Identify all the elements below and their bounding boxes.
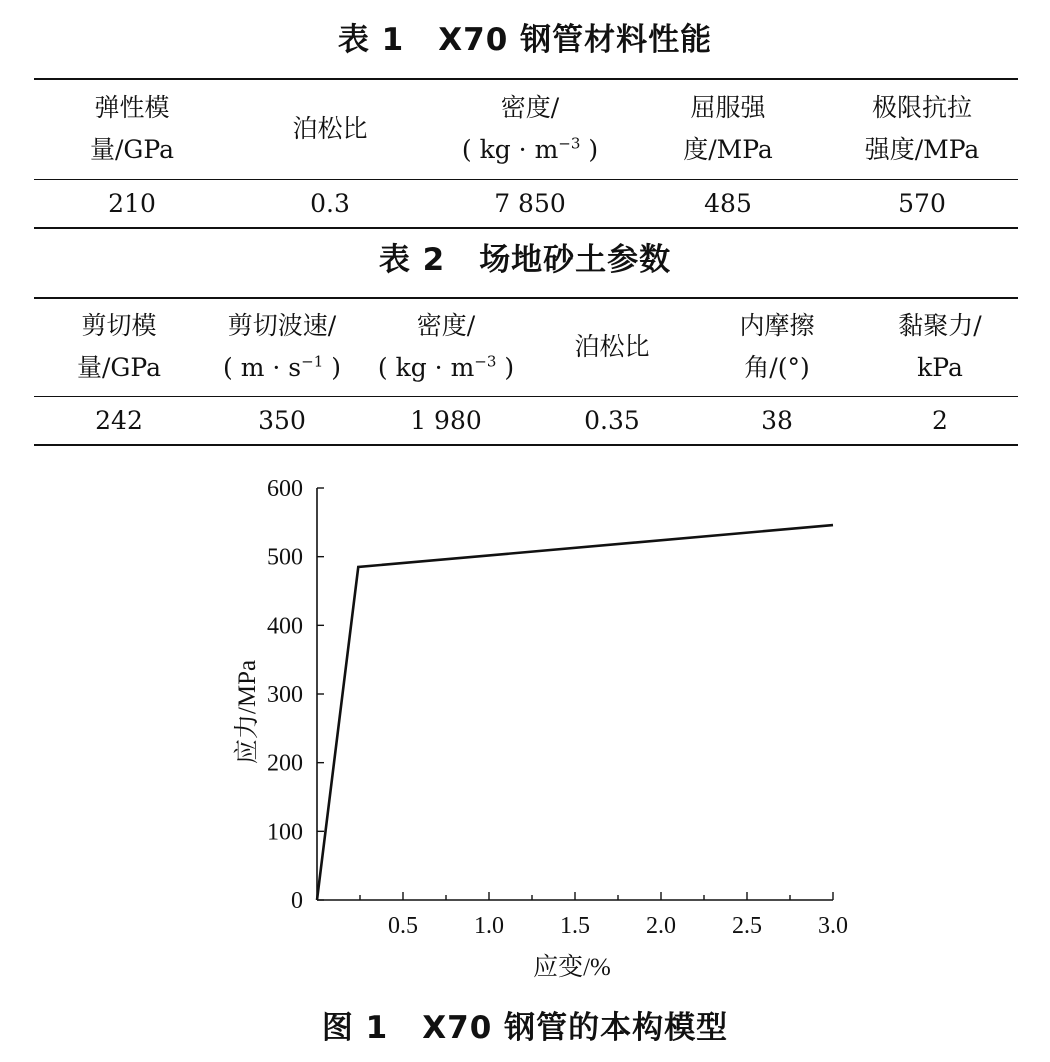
table1-mid-rule: [34, 179, 1018, 180]
x-tick-label: 2.0: [646, 913, 676, 939]
table2-bottom-rule: [34, 444, 1018, 446]
table1-caption-title: X70 钢管材料性能: [438, 22, 713, 58]
table2-header-cell: 剪切模 量/GPa: [77, 311, 161, 382]
table1-value-cell: 210: [108, 189, 156, 218]
table2-value-cell: 242: [95, 406, 143, 435]
table1-value-cell: 485: [704, 189, 752, 218]
table2-header-cell: 内摩擦 角/(°): [739, 311, 815, 382]
table1-value-cell: 7 850: [494, 189, 566, 218]
table2-header-cell: 剪切波速/ ( $m \cdot s^{-1}$ ): [223, 311, 341, 382]
x-axis-label: 应变/%: [533, 954, 611, 981]
x-tick-label: 1.5: [560, 913, 590, 939]
y-tick-label: 600: [267, 476, 303, 502]
y-tick-label: 500: [267, 544, 303, 571]
table2-mid-rule: [34, 396, 1018, 397]
table1-header-cell: 泊松比: [292, 114, 368, 143]
table1-value-cell: 570: [898, 189, 946, 218]
table2-value-cell: 38: [761, 406, 793, 435]
y-tick-label: 200: [267, 750, 303, 777]
figure1-caption-title: X70 钢管的本构模型: [422, 1010, 729, 1046]
table1-header-cell: 弹性模 量/GPa: [90, 93, 174, 164]
table2-caption: [0, 234, 1050, 279]
table1-header-cell: 密度/ ( kg · $m^{-3}$ ): [461, 93, 599, 164]
table1-caption: [0, 14, 1050, 59]
table2-caption-number: 表 2: [378, 242, 446, 278]
stress-strain-curve: [317, 525, 833, 900]
x-tick-label: 1.0: [474, 913, 504, 939]
table2-header-cell: 黏聚力/ kPa: [898, 311, 982, 382]
y-tick-label: 100: [267, 819, 303, 846]
table1-header-cell: 极限抗拉 强度/MPa: [864, 93, 980, 164]
chart-ticks: [267, 476, 848, 939]
table2-header-cell: 泊松比: [574, 332, 650, 361]
table1-caption-number: 表 1: [337, 22, 405, 58]
chart-axes: [317, 488, 833, 900]
y-axis-label: 应力/MPa: [234, 659, 261, 765]
table2-caption-title: 场地砂土参数: [479, 242, 672, 278]
table1-bottom-rule: [34, 227, 1018, 229]
x-tick-label: 2.5: [732, 913, 762, 939]
stress-strain-chart: [0, 460, 1050, 1000]
y-tick-label: 300: [267, 682, 303, 708]
table2-value-cell: 1 980: [410, 406, 482, 435]
x-tick-label: 0.5: [388, 913, 418, 939]
table1-header-cell: 屈服强 度/MPa: [683, 93, 773, 164]
table2-value-cell: 2: [932, 406, 948, 435]
chart-series: [317, 525, 833, 900]
y-tick-label: 0: [291, 888, 303, 914]
table2-value-cell: 350: [258, 406, 306, 435]
x-tick-label: 3.0: [818, 913, 848, 939]
y-tick-label: 400: [267, 613, 303, 640]
figure1-caption: [0, 1002, 1050, 1047]
table1-value-cell: 0.3: [310, 189, 350, 218]
table2-header-cell: 密度/ ( kg · $m^{-3}$ ): [377, 311, 515, 382]
table2-value-cell: 0.35: [584, 406, 640, 435]
figure1-caption-number: 图 1: [321, 1010, 389, 1046]
